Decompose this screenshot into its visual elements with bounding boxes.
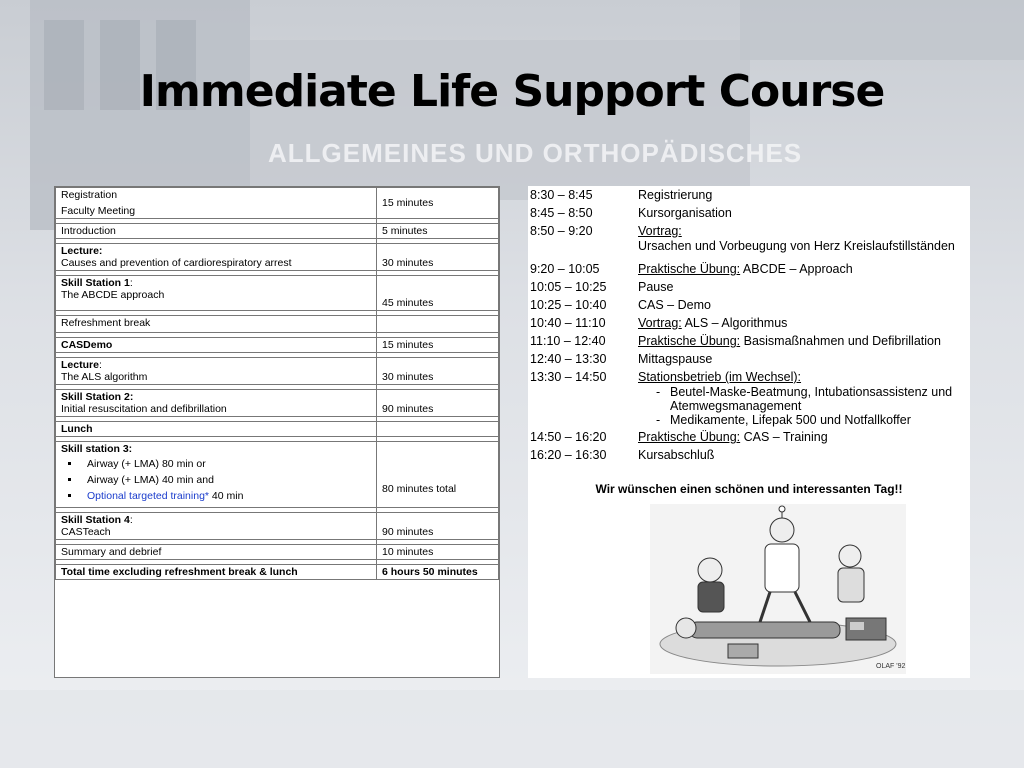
- building-sign: ALLGEMEINES UND ORTHOPÄDISCHES: [268, 138, 803, 168]
- list-item: [530, 316, 968, 331]
- programme-time: 11:10 – 12:40: [530, 334, 606, 348]
- list-item: - Beutel-Maske-Beatmung, Intubationsassistenz und Atemwegsmanagement: [656, 385, 968, 413]
- optional-training-duration: 40 min: [209, 490, 244, 502]
- closing-message: Wir wünschen einen schönen und interessanten Tag!!: [595, 482, 903, 496]
- programme-time: 16:20 – 16:30: [530, 448, 607, 462]
- programme-time: 13:30 – 14:50: [530, 370, 607, 384]
- resuscitation-cartoon: [650, 504, 906, 674]
- programme-time: 10:25 – 10:40: [530, 298, 607, 312]
- table-row: [56, 358, 499, 385]
- table-row: [56, 442, 499, 508]
- row-time: 90 minutes: [377, 390, 499, 417]
- list-item: ▪ Airway (+ LMA) 80 min or: [81, 458, 371, 470]
- row-label: The ALS algorithm: [61, 371, 148, 383]
- row-time: 5 minutes: [377, 224, 499, 239]
- row-label: Registration: [61, 189, 118, 201]
- slide-title: Immediate Life Support Course: [139, 66, 885, 117]
- programme-heading: Praktische Übung:: [638, 334, 741, 348]
- programme-text: CAS – Training: [740, 430, 828, 444]
- row-label-suffix: :: [129, 514, 133, 526]
- programme-text: Pause: [638, 280, 674, 294]
- list-item: [81, 490, 371, 502]
- station-sublist: [638, 385, 968, 427]
- programme-text: CAS – Demo: [638, 298, 711, 312]
- list-item: [530, 224, 968, 254]
- row-label: Causes and prevention of cardiorespiratory arrest: [61, 257, 292, 269]
- programme-time: 10:05 – 10:25: [530, 280, 607, 294]
- list-item: [530, 334, 968, 349]
- programme-time: 8:30 – 8:45: [530, 188, 593, 202]
- row-time: 15 minutes: [377, 188, 499, 219]
- row-time: [377, 422, 499, 437]
- list-item: [530, 280, 968, 295]
- row-label: Refreshment break: [56, 316, 377, 333]
- row-label: Initial resuscitation and defibrillation: [61, 403, 227, 415]
- skill-station-3-list: [61, 458, 371, 502]
- row-label: CASDemo: [56, 338, 377, 353]
- programme-heading: Stationsbetrieb (im Wechsel):: [638, 370, 802, 384]
- programme-text: ALS – Algorithmus: [681, 316, 788, 330]
- programme-heading: Vortrag:: [638, 224, 682, 238]
- row-label-suffix: :: [98, 359, 102, 371]
- row-label: Lecture:: [61, 245, 103, 257]
- table-row: [56, 188, 499, 219]
- programme-text: Kursorganisation: [638, 206, 732, 220]
- programme-text: Registrierung: [638, 188, 713, 202]
- row-label: Skill Station 2:: [61, 391, 134, 403]
- row-label: Faculty Meeting: [61, 205, 136, 217]
- programme-time: 12:40 – 13:30: [530, 352, 607, 366]
- table-row: [56, 545, 499, 560]
- row-label: CASTeach: [61, 526, 111, 538]
- list-item: [530, 188, 968, 203]
- table-row: [56, 338, 499, 353]
- row-time: 30 minutes: [377, 244, 499, 271]
- german-programme-panel: [528, 186, 970, 678]
- list-item: [530, 262, 968, 277]
- table-row: [56, 224, 499, 239]
- row-time: [377, 316, 499, 333]
- programme-text: Mittagspause: [638, 352, 713, 366]
- row-label: Summary and debrief: [56, 545, 377, 560]
- table-row: [56, 565, 499, 580]
- list-item: ▪ Airway (+ LMA) 40 min and: [81, 474, 371, 486]
- row-label: Introduction: [56, 224, 377, 239]
- row-label-suffix: :: [129, 277, 133, 289]
- list-item: [530, 448, 968, 463]
- row-time: 80 minutes total: [377, 442, 499, 508]
- table-row: [56, 390, 499, 417]
- list-item: [530, 370, 968, 427]
- programme-text: ABCDE – Approach: [740, 262, 853, 276]
- row-label: Total time excluding refreshment break & lunch: [56, 565, 377, 580]
- table-row: [56, 316, 499, 333]
- row-label: Skill Station 1: [61, 277, 130, 289]
- table-row: [56, 244, 499, 271]
- row-time: 6 hours 50 minutes: [377, 565, 499, 580]
- programme-heading: Praktische Übung:: [638, 430, 741, 444]
- programme-time: 8:50 – 9:20: [530, 224, 593, 238]
- programme-text: Kursabschluß: [638, 448, 715, 462]
- programme-heading: Vortrag:: [638, 316, 682, 330]
- programme-time: 10:40 – 11:10: [530, 316, 606, 330]
- row-time: 10 minutes: [377, 545, 499, 560]
- cartoon-signature: OLAF '92: [876, 663, 906, 670]
- footnote-star: *: [204, 490, 210, 502]
- programme-time: 14:50 – 16:20: [530, 430, 607, 444]
- row-label: Lunch: [56, 422, 377, 437]
- row-time: 30 minutes: [377, 358, 499, 385]
- list-item: [530, 430, 968, 445]
- row-time: 15 minutes: [377, 338, 499, 353]
- list-item: [530, 206, 968, 221]
- row-time: 45 minutes: [377, 276, 499, 311]
- row-label: Skill Station 4: [61, 514, 130, 526]
- list-item: [530, 352, 968, 367]
- row-label: Skill station 3:: [61, 443, 133, 455]
- programme-time: 9:20 – 10:05: [530, 262, 600, 276]
- row-label: Lecture: [61, 359, 99, 371]
- table-row: [56, 276, 499, 311]
- programme-time: 8:45 – 8:50: [530, 206, 593, 220]
- table-row: [56, 422, 499, 437]
- programme-text: Basismaßnahmen und Defibrillation: [740, 334, 941, 348]
- list-item: [530, 298, 968, 313]
- optional-training-label: Optional targeted training: [87, 490, 205, 502]
- programme-text: Ursachen und Vorbeugung von Herz Kreislaufstillständen: [638, 239, 955, 253]
- list-item: - Medikamente, Lifepak 500 und Notfallkoffer: [656, 413, 968, 427]
- row-label: The ABCDE approach: [61, 289, 165, 301]
- programme-heading: Praktische Übung:: [638, 262, 741, 276]
- english-schedule-table: [54, 186, 500, 678]
- row-time: 90 minutes: [377, 513, 499, 540]
- programme-list: [530, 188, 968, 466]
- table-row: [56, 513, 499, 540]
